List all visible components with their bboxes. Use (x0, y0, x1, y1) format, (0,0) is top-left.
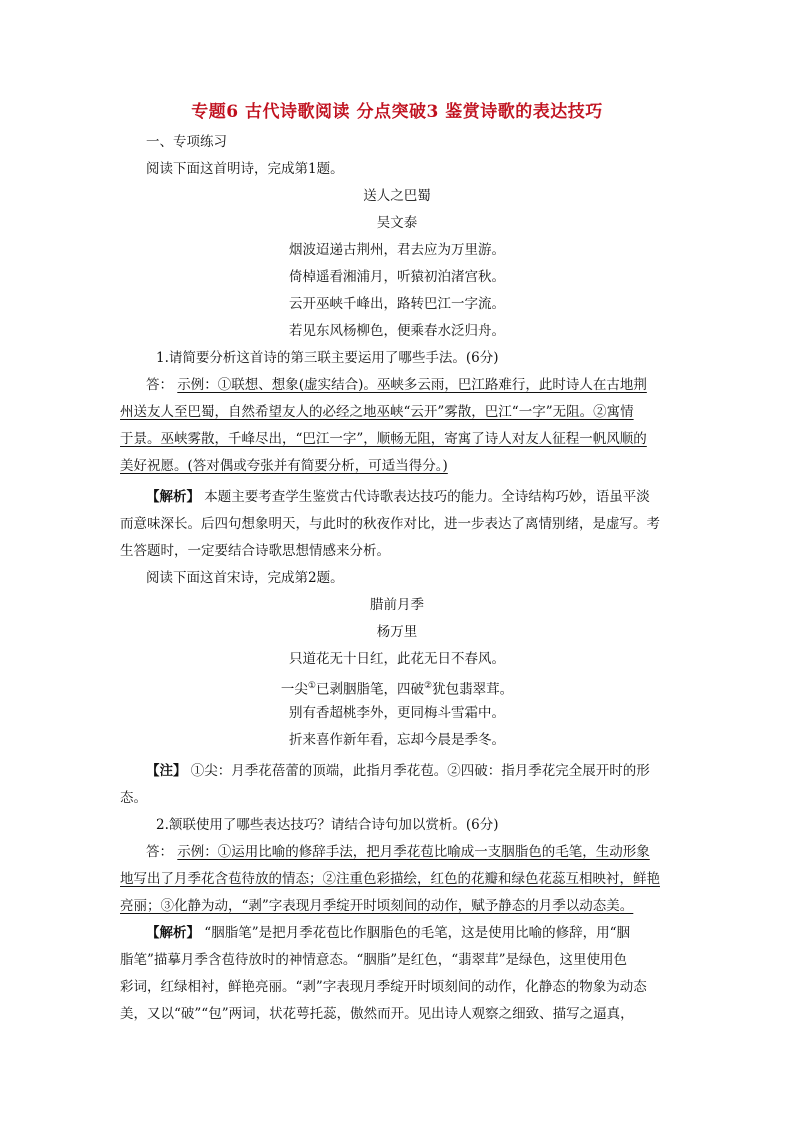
question-2: 2.颔联使用了哪些表达技巧？请结合诗句加以赏析。(6分) (156, 817, 499, 833)
page-title: 专题6 古代诗歌阅读 分点突破3 鉴赏诗歌的表达技巧 (191, 102, 603, 122)
analysis-2-line (146, 920, 630, 947)
note-line: 态。 (120, 790, 147, 806)
answer-2-line (146, 839, 650, 866)
answer-text: 示例：①运用比喻的修辞手法，把月季花苞比喻成一支胭脂色的毛笔，生动形象 (177, 844, 650, 860)
reading-instruction-1: 阅读下面这首明诗，完成第1题。 (146, 161, 344, 177)
poem1-line: 倚棹遥看湘浦月，听猿初泊渚宫秋。 (289, 269, 505, 285)
poem1-line: 若见东风杨柳色，便乘春水泛归舟。 (289, 323, 505, 339)
analysis-1-line: 生答题时，一定要结合诗歌思想情感来分析。 (120, 543, 390, 559)
analysis-2-line: 美，又以“破”“包”两词，状花萼托蕊，傲然而开。见出诗人观察之细致、描写之逼真， (120, 1006, 634, 1022)
note-text: ①尖：月季花蓓蕾的顶端，此指月季花苞。②四破：指月季花完全展开时的形 (190, 763, 650, 779)
poem2-line (0, 673, 794, 704)
analysis-text: 本题主要考查学生鉴赏古代诗歌表达技巧的能力。全诗结构巧妙，语虽平淡 (204, 489, 650, 505)
analysis-2-line: 脂笔”描摹月季含苞待放时的神情意态。“胭脂”是红色，“翡翠茸”是绿色，这里使用色 (120, 952, 628, 968)
answer-label: 答： (146, 377, 173, 393)
poem2-text: 已剥胭脂笔，四破 (316, 681, 424, 698)
poem2-line: 别有香超桃李外，更同梅斗雪霜中。 (289, 705, 505, 721)
answer-2-line: 亮丽；③化静为动，“剥”字表现月季绽开时顷刻间的动作，赋予静态的月季以动态美。 (120, 898, 634, 914)
answer-1-line: 州送友人至巴蜀，自然希望友人的必经之地巫峡“云开”雾散，巴江“一字”无阻。②寓情 (120, 404, 634, 420)
poem2-line: 只道花无十日红，此花无日不春风。 (289, 651, 505, 667)
answer-text: 示例：①联想、想象(虚实结合)。巫峡多云雨，巴江路难行，此时诗人在古地荆 (177, 377, 647, 393)
section-heading: 一、专项练习 (146, 134, 227, 150)
note-line (146, 758, 650, 785)
poem1-line: 烟波迢递古荆州，君去应为万里游。 (289, 242, 505, 258)
answer-1-line: 于景。巫峡雾散，千峰尽出，“巴江一字”，顺畅无阻，寄寓了诗人对友人征程一帆风顺的 (120, 431, 647, 447)
poem1-line: 云开巫峡千峰出，路转巴江一字流。 (289, 296, 505, 312)
question-1: 1.请简要分析这首诗的第三联主要运用了哪些手法。(6分) (156, 350, 499, 366)
analysis-label: 【解析】 (146, 925, 200, 941)
poem1-title: 送人之巴蜀 (363, 188, 431, 204)
poem2-author: 杨万里 (376, 624, 418, 640)
analysis-2-line: 彩词，红绿相衬，鲜艳亮丽。“剥”字表现月季绽开时顷刻间的动作，化静态的物象为动态 (120, 979, 647, 995)
footnote-marker: ① (307, 681, 316, 691)
poem2-text: 一尖 (280, 681, 308, 698)
poem2-text: 犹包翡翠茸。 (432, 681, 514, 698)
analysis-1-line: 而意味深长。后四句想象明天，与此时的秋夜作对比，进一步表达了离情别绪，是虚写。考 (120, 516, 660, 532)
answer-1-line (146, 372, 647, 399)
reading-instruction-2: 阅读下面这首宋诗，完成第2题。 (146, 570, 344, 586)
analysis-1-line (146, 484, 650, 511)
poem2-line: 折来喜作新年看，忘却今晨是季冬。 (289, 732, 505, 748)
poem2-title: 腊前月季 (370, 597, 424, 613)
footnote-marker: ② (424, 681, 433, 691)
analysis-label: 【解析】 (146, 489, 200, 505)
analysis-text: “胭脂笔”是把月季花苞比作胭脂色的毛笔，这是使用比喻的修辞，用“胭 (204, 925, 631, 941)
note-label: 【注】 (146, 763, 187, 779)
answer-label: 答： (146, 844, 173, 860)
answer-1-line: 美好祝愿。(答对偶或夸张并有简要分析，可适当得分。) (120, 458, 448, 474)
poem1-author: 吴文泰 (376, 215, 418, 231)
answer-2-line: 地写出了月季花含苞待放的情态；②注重色彩描绘，红色的花瓣和绿色花蕊互相映衬，鲜艳 (120, 871, 660, 887)
